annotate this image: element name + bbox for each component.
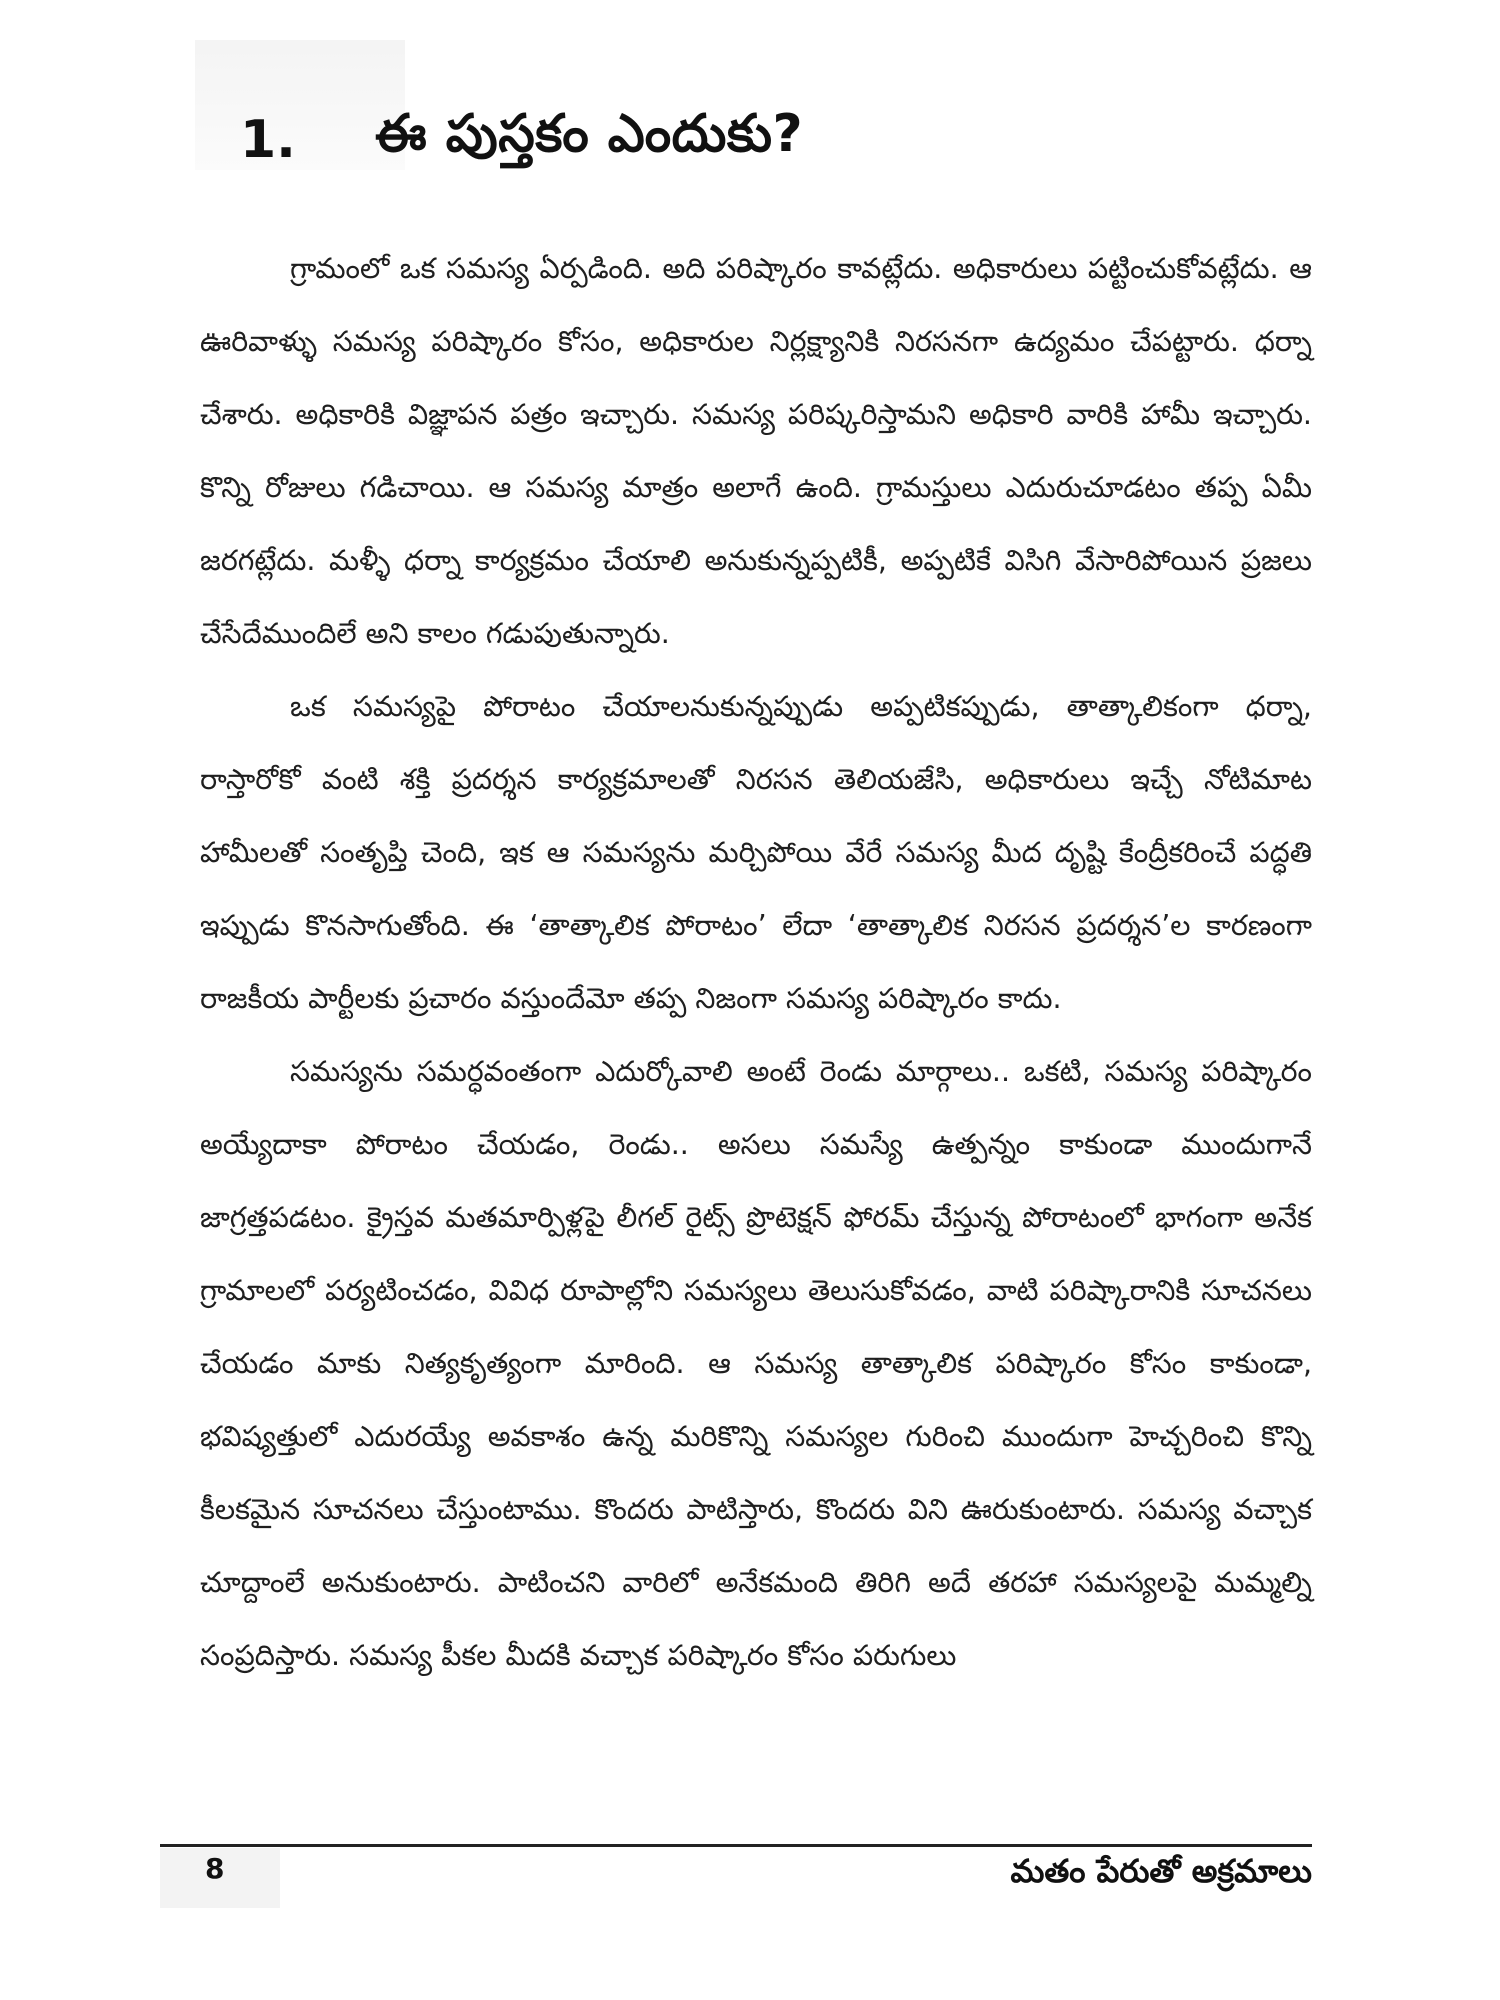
paragraph: గ్రామంలో ఒక సమస్య ఏర్పడింది. అది పరిష్కారం కావట్లేదు. అధికారులు పట్టించుకోవట్లేదు. ఆ ఊరివాళ్ళు సమస్య పరిష్కారం కోసం, అధికారుల నిర్లక్ష్యానికి నిరసనగా ఉద్యమం చేపట్టారు. ధర్నా చేశారు. అధికారికి విజ్ఞాపన పత్రం ఇచ్చారు. సమస్య పరిష్కరిస్తామని అధికారి వారికి హామీ ఇచ్చారు. కొన్ని రోజులు గడిచాయి. ఆ సమస్య మాత్రం అలాగే ఉంది. గ్రామస్తులు ఎదురుచూడటం తప్ప ఏమీ జరగట్లేదు. మళ్ళీ ధర్నా కార్యక్రమం చేయాలి అనుకున్నప్పటికీ, అప్పటికే విసిగి వేసారిపోయిన ప్రజలు చేసేదేముందిలే అని కాలం గడుపుతున్నారు.: [200, 252, 1312, 650]
chapter-heading: [240, 95, 1290, 185]
chapter-title: ఈ పుస్తకం ఎందుకు?: [375, 103, 804, 164]
chapter-number: 1.: [240, 110, 296, 170]
page-number: 8: [205, 1852, 225, 1885]
footer-divider: [160, 1844, 1312, 1847]
chapter-body: [200, 232, 1312, 1692]
running-book-title: మతం పేరుతో అక్రమాలు: [1010, 1852, 1312, 1890]
paragraph: సమస్యను సమర్ధవంతంగా ఎదుర్కోవాలి అంటే రెండు మార్గాలు.. ఒకటి, సమస్య పరిష్కారం అయ్యేదాకా పోరాటం చేయడం, రెండు.. అసలు సమస్యే ఉత్పన్నం కాకుండా ముందుగానే జాగ్రత్తపడటం. క్రైస్తవ మతమార్పిళ్లపై లీగల్ రైట్స్ ప్రొటెక్షన్ ఫోరమ్ చేస్తున్న పోరాటంలో భాగంగా అనేక గ్రామాలలో పర్యటించడం, వివిధ రూపాల్లోని సమస్యలు తెలుసుకోవడం, వాటి పరిష్కారానికి సూచనలు చేయడం మాకు నిత్యకృత్యంగా మారింది. ఆ సమస్య తాత్కాలిక పరిష్కారం కోసం కాకుండా, భవిష్యత్తులో ఎదురయ్యే అవకాశం ఉన్న మరికొన్ని సమస్యల గురించి ముందుగా హెచ్చరించి కొన్ని కీలకమైన సూచనలు చేస్తుంటాము. కొందరు పాటిస్తారు, కొందరు విని ఊరుకుంటారు. సమస్య వచ్చాక చూద్దాంలే అనుకుంటారు. పాటించని వారిలో అనేకమంది తిరిగి అదే తరహా సమస్యలపై మమ్మల్ని సంప్రదిస్తారు. సమస్య పీకల మీదకి వచ్చాక పరిష్కారం కోసం పరుగులు: [200, 1055, 1312, 1672]
paragraph: ఒక సమస్యపై పోరాటం చేయాలనుకున్నప్పుడు అప్పటికప్పుడు, తాత్కాలికంగా ధర్నా, రాస్తారోకో వంటి శక్తి ప్రదర్శన కార్యక్రమాలతో నిరసన తెలియజేసి, అధికారులు ఇచ్చే నోటిమాట హామీలతో సంతృప్తి చెంది, ఇక ఆ సమస్యను మర్చిపోయి వేరే సమస్య మీద దృష్టి కేంద్రీకరించే పద్ధతి ఇప్పుడు కొనసాగుతోంది. ఈ ‘తాత్కాలిక పోరాటం’ లేదా ‘తాత్కాలిక నిరసన ప్రదర్శన’ల కారణంగా రాజకీయ పార్టీలకు ప్రచారం వస్తుందేమో తప్ప నిజంగా సమస్య పరిష్కారం కాదు.: [200, 690, 1312, 1015]
